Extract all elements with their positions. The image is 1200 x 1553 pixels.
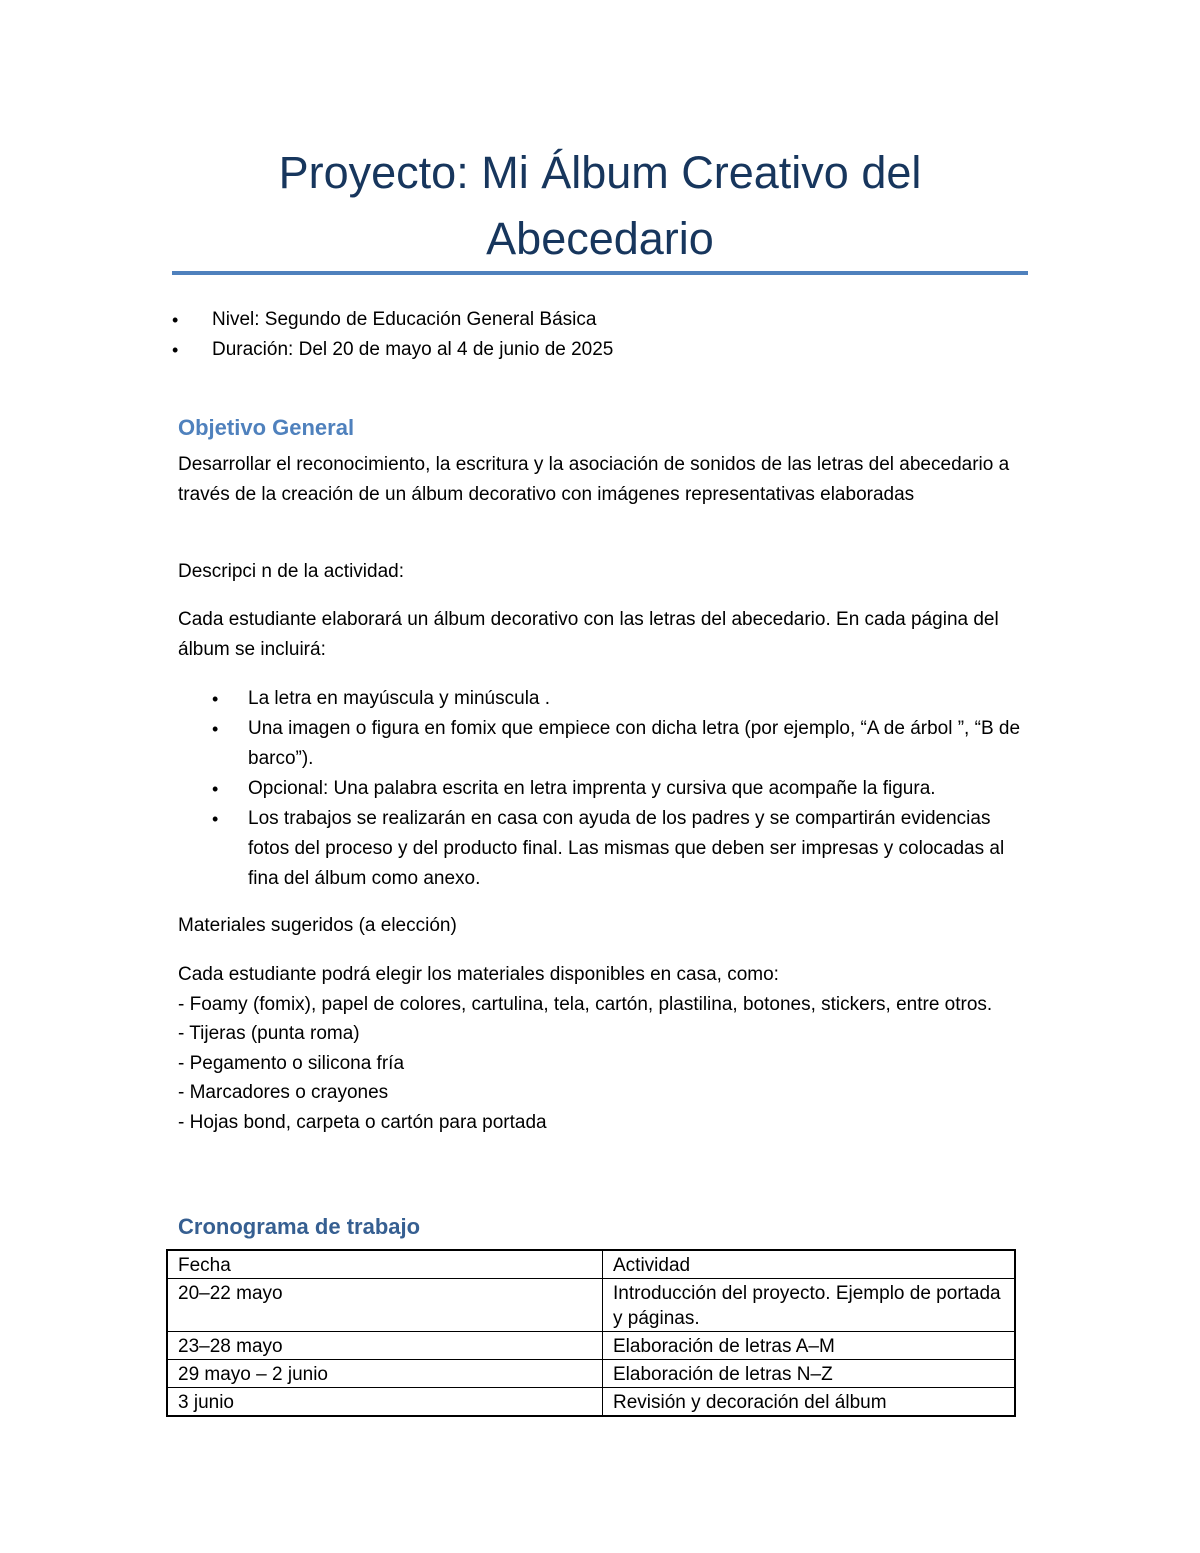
materials-item: - Pegamento o silicona fría (178, 1052, 405, 1074)
schedule-heading: Cronograma de trabajo (178, 1214, 421, 1239)
header-cell-date: Fecha (167, 1250, 603, 1279)
description-item: • La letra en mayúscula y minúscula . (212, 684, 1032, 714)
table-row (167, 1360, 1015, 1388)
title-underline-rule (172, 271, 1028, 275)
cell-date: 29 mayo – 2 junio (167, 1360, 603, 1388)
description-intro: Cada estudiante elaborará un álbum decorativo con las letras del abecedario. En cada página del álbum se incluirá: (178, 609, 999, 660)
title-line-2: Abecedario (486, 213, 714, 264)
cell-activity: Elaboración de letras A–M (603, 1332, 1016, 1360)
cell-date: 3 junio (167, 1388, 603, 1417)
materials-item: - Foamy (fomix), papel de colores, cartulina, tela, cartón, plastilina, botones, stickers, entre otros. (178, 993, 993, 1015)
schedule-table (166, 1249, 1016, 1417)
objective-heading: Objetivo General (178, 415, 355, 440)
materials-list (178, 960, 1028, 1137)
materials-item: - Hojas bond, carpeta o cartón para portada (178, 1111, 547, 1133)
materials-intro: Cada estudiante podrá elegir los materiales disponibles en casa, como: (178, 964, 779, 985)
cell-activity: Elaboración de letras N–Z (603, 1360, 1016, 1388)
title-line-1: Proyecto: Mi Álbum Creativo del (278, 147, 922, 198)
info-level: • Nivel: Segundo de Educación General Básica (172, 305, 613, 335)
header-cell-activity: Actividad (603, 1250, 1016, 1279)
description-item: • Opcional: Una palabra escrita en letra imprenta y cursiva que acompañe la figura. (212, 774, 1032, 804)
materials-item: - Tijeras (punta roma) (178, 1023, 360, 1044)
cell-date: 20–22 mayo (167, 1279, 603, 1332)
table-row (167, 1388, 1015, 1417)
description-title: Descripci n de la actividad: (178, 561, 404, 582)
table-row (167, 1332, 1015, 1360)
table-header-row (167, 1250, 1015, 1279)
description-item-list (212, 684, 1032, 894)
objective-text: Desarrollar el reconocimiento, la escritura y la asociación de sonidos de las letras del abecedario a través de la creación de un álbum decorativo con imágenes representativas elaboradas (178, 454, 1010, 505)
info-duration: • Duración: Del 20 de mayo al 4 de junio de 2025 (172, 335, 613, 365)
materials-item: - Marcadores o crayones (178, 1082, 389, 1103)
cell-activity: Revisión y decoración del álbum (603, 1388, 1016, 1417)
description-item: • Los trabajos se realizarán en casa con ayuda de los padres y se compartirán evidencias fotos del proceso y del producto final. Las mismas que deben ser impresas y colocadas al fina del álbum como anexo. (212, 804, 1032, 894)
table-row (167, 1279, 1015, 1332)
document-title (172, 140, 1028, 272)
materials-title: Materiales sugeridos (a elección) (178, 915, 457, 936)
info-bullet-list (172, 305, 613, 365)
cell-date: 23–28 mayo (167, 1332, 603, 1360)
cell-activity: Introducción del proyecto. Ejemplo de portada y páginas. (603, 1279, 1016, 1332)
description-item: • Una imagen o figura en fomix que empiece con dicha letra (por ejemplo, “A de árbol ”, “B de barco”). (212, 714, 1032, 774)
